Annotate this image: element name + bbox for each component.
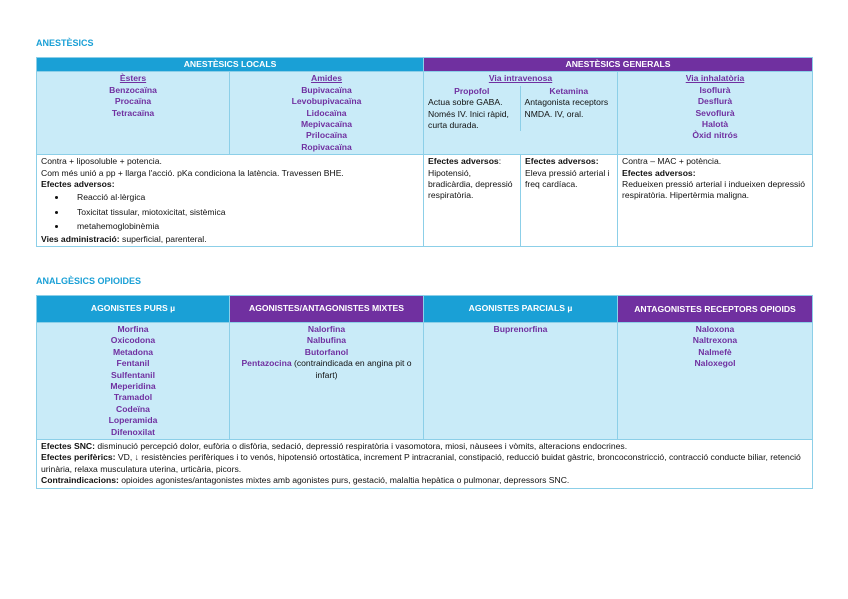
contraindications-label: Contraindicacions: — [41, 475, 119, 486]
pentazocina-note: (contraindicada en angina pit o infart) — [291, 358, 412, 380]
local-adverse-list — [41, 190, 419, 233]
amides-title: Amides — [310, 73, 343, 84]
ketamina-adverse-label: Efectes adversos: — [525, 156, 599, 167]
amide-drug: Prilocaïna — [305, 130, 348, 141]
opioid-drug: Loperamida — [108, 415, 158, 426]
propofol-desc: Actua sobre GABA. Només IV. Inici ràpid, curta durada. — [428, 97, 509, 131]
snc-effects — [41, 441, 808, 452]
esters-title: Èsters — [119, 73, 147, 84]
pentazocina-line — [234, 358, 419, 381]
list-item: • Toxicitat tissular, miotoxicitat, sistèmica — [67, 205, 419, 219]
routes-label: Vies administració: — [41, 233, 120, 244]
propofol-adverse-text: : Hipotensió, bradicàrdia, depressió respiratòria. — [428, 156, 513, 201]
ketamina-block — [521, 86, 618, 132]
local-note-line: Contra + liposoluble + potencia. — [41, 156, 162, 167]
general-anesthetics-header: ANESTÈSICS GENERALS — [424, 58, 813, 72]
ketamina-desc: Antagonista receptors NMDA. IV, oral. — [524, 97, 609, 119]
ketamina-notes-cell — [521, 155, 618, 247]
inhaled-cell — [618, 72, 813, 155]
inhaled-notes-cell — [618, 155, 813, 247]
esters-cell — [37, 72, 230, 155]
peripheral-label: Efectes perifèrics: — [41, 452, 116, 463]
inhaled-drug: Desflurà — [697, 96, 733, 107]
amide-drug: Lidocaïna — [306, 107, 347, 118]
inhaled-drug: Halotà — [701, 119, 729, 130]
opioid-drug: Naloxegol — [694, 358, 736, 369]
iv-cell — [424, 72, 618, 155]
inhaled-drug: Òxid nitrós — [692, 130, 738, 141]
ester-drug: Tetracaïna — [111, 107, 155, 118]
amide-drug: Levobupivacaïna — [291, 96, 362, 107]
anestesics-title: ANESTÈSICS — [36, 38, 94, 48]
peripheral-effects — [41, 452, 808, 475]
inhaled-note-line: Contra – MAC + potència. — [622, 156, 722, 167]
ester-drug: Benzocaïna — [109, 84, 157, 95]
opioid-effects-cell — [37, 440, 813, 489]
local-note-line: Com més unió a pp + llarga l'acció. pKa condiciona la latència. Travessen BHE. — [41, 167, 344, 178]
opioid-drug: Metadona — [112, 346, 154, 357]
list-item: • Reacció al·lèrgica — [67, 190, 419, 204]
local-notes-cell — [37, 155, 424, 247]
pure-agonists-header: AGONISTES PURS µ — [37, 296, 230, 323]
amide-drug: Mepivacaïna — [300, 119, 353, 130]
partial-agonists-cell — [424, 323, 618, 440]
amide-drug: Bupivacaïna — [301, 84, 352, 95]
inhaled-drug: Sevoflurà — [695, 107, 735, 118]
inhaled-adverse-label: Efectes adversos: — [622, 167, 696, 178]
opioid-drug: Butorfanol — [304, 346, 349, 357]
antagonists-header: ANTAGONISTES RECEPTORS OPIOIDS — [618, 296, 813, 323]
mixed-header: AGONISTES/ANTAGONISTES MIXTES — [230, 296, 424, 323]
routes-text: superficial, parenteral. — [119, 233, 207, 244]
pure-agonists-cell — [37, 323, 230, 440]
inhaled-drug: Isoflurà — [699, 84, 731, 95]
mixed-cell — [230, 323, 424, 440]
inhaled-title: Via inhalatòria — [685, 73, 745, 84]
opioid-drug: Oxicodona — [110, 335, 156, 346]
contraindications-text: opioides agonistes/antagonistes mixtes amb agonistes purs, gestació, malaltia hepàtica o pulmonar, depressors SNC. — [118, 475, 570, 486]
opioid-drug: Buprenorfina — [493, 324, 548, 334]
inhaled-adverse-text: Redueixen pressió arterial i indueixen depressió respiratòria. Hipertèrmia maligna. — [622, 179, 805, 201]
partial-agonists-header: AGONISTES PARCIALS µ — [424, 296, 618, 323]
opioid-drug: Nalorfina — [307, 324, 346, 334]
propofol-name: Propofol — [454, 85, 490, 96]
iv-title: Via intravenosa — [488, 73, 553, 84]
opioid-drug: Codeïna — [116, 403, 150, 414]
opioids-table — [36, 295, 813, 489]
contraindications — [41, 475, 808, 486]
pentazocina-name: Pentazocina — [241, 358, 292, 369]
ketamina-adverse-text: Eleva pressió arterial i freq cardíaca. — [525, 167, 610, 190]
opioid-drug: Naltrexona — [692, 335, 738, 346]
local-anesthetics-header: ANESTÈSICS LOCALS — [37, 58, 424, 72]
opioid-drug: Meperidina — [110, 381, 156, 392]
opioid-drug: Nalbufina — [306, 335, 347, 346]
antagonists-cell — [618, 323, 813, 440]
propofol-adverse-label: Efectes adversos — [428, 156, 499, 167]
opioid-drug: Difenoxilat — [111, 426, 155, 437]
snc-text: disminució percepció dolor, eufòria o disfòria, sedació, depressió respiratòria i vasomotora, miosi, nàusees i vòmits, alteracions endocrines. — [94, 441, 628, 452]
opioid-drug: Nalmefè — [698, 346, 732, 357]
analgesics-title: ANALGÈSICS OPIOIDES — [36, 276, 142, 286]
propofol-block — [424, 86, 521, 132]
snc-label: Efectes SNC: — [41, 441, 95, 452]
list-item: • metahemoglobinèmia — [67, 219, 419, 233]
amide-drug: Ropivacaïna — [301, 141, 352, 152]
opioid-drug: Naloxona — [695, 324, 735, 334]
peripheral-text: VD, ↓ resistències perifèriques i to venós, hipotensió ortostàtica, increment P intracranial, constipació, reducció buidat gàstric, broncoconstricció, contracció conducte biliar, retenció urinària, relaxa musculatura uterina, urticària, picors. — [41, 452, 801, 474]
anestesics-table — [36, 57, 813, 247]
propofol-notes-cell — [424, 155, 521, 247]
local-adverse-label: Efectes adversos: — [41, 179, 115, 190]
opioid-drug: Morfina — [117, 324, 149, 334]
opioid-drug: Fentanil — [116, 358, 150, 369]
amides-cell — [230, 72, 424, 155]
opioid-drug: Tramadol — [113, 392, 153, 403]
local-routes — [41, 234, 419, 245]
opioid-drug: Sulfentanil — [111, 369, 155, 380]
ester-drug: Procaïna — [114, 96, 152, 107]
ketamina-name: Ketamina — [549, 85, 589, 96]
